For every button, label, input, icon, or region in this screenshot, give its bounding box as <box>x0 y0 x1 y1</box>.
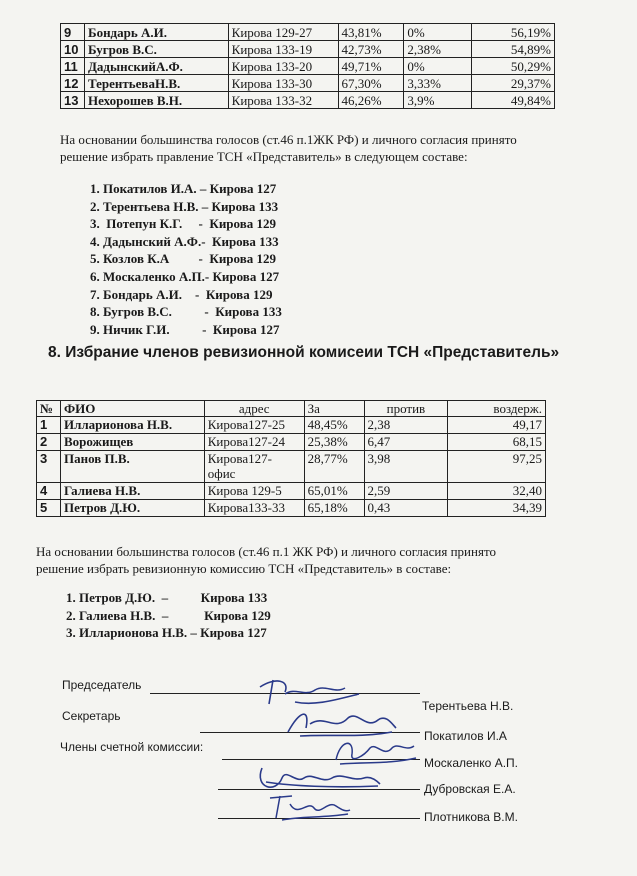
row-number: 10 <box>61 41 85 58</box>
member2-name: Дубровская Е.А. <box>424 782 516 796</box>
list-item: 9. Ничик Г.И. - Кирова 127 <box>90 321 280 337</box>
table-row <box>61 24 555 41</box>
votes-for: 42,73% <box>338 41 404 58</box>
votes-abstain: 68,15 <box>448 434 546 451</box>
votes-against: 0% <box>404 24 472 41</box>
col-header-vozd: воздерж. <box>448 401 546 417</box>
votes-for: 67,30% <box>338 75 404 92</box>
votes-against: 6,47 <box>364 434 448 451</box>
votes-for: 65,01% <box>304 483 364 500</box>
member-name: Бондарь А.И. <box>84 24 228 41</box>
votes-against: 2,38 <box>364 417 448 434</box>
votes-abstain: 49,84% <box>472 92 555 109</box>
member-address: Кирова133-33 <box>204 500 304 517</box>
col-header-za: За <box>304 401 364 417</box>
col-header-addr: адрес <box>204 401 304 417</box>
votes-abstain: 97,25 <box>448 451 546 483</box>
table-row <box>37 434 546 451</box>
row-number: 3 <box>37 451 61 483</box>
votes-abstain: 32,40 <box>448 483 546 500</box>
votes-against: 0,43 <box>364 500 448 517</box>
member-address: Кирова 133-32 <box>228 92 338 109</box>
col-header-n: № <box>37 401 61 417</box>
member-address: Кирова127-25 <box>204 417 304 434</box>
member-name: Бугров В.С. <box>84 41 228 58</box>
revision-members-list <box>66 589 271 642</box>
board-decision-text: На основании большинства голосов (ст.46 п.1ЖК РФ) и личного согласия принято решение избрать правление ТСН «Представитель» в следующем составе: <box>60 132 517 164</box>
votes-for: 48,45% <box>304 417 364 434</box>
member-name: Илларионова Н.В. <box>60 417 204 434</box>
member-address: Кирова 129-27 <box>228 24 338 41</box>
chair-name: Терентьева Н.В. <box>422 699 514 713</box>
member-name: Галиева Н.В. <box>60 483 204 500</box>
member-name: Ворожищев <box>60 434 204 451</box>
member-address: Кирова127-24 <box>204 434 304 451</box>
member3-signature <box>262 790 352 824</box>
votes-for: 46,26% <box>338 92 404 109</box>
votes-against: 0% <box>404 58 472 75</box>
votes-for: 49,71% <box>338 58 404 75</box>
row-number: 5 <box>37 500 61 517</box>
votes-for: 25,38% <box>304 434 364 451</box>
votes-against: 2,38% <box>404 41 472 58</box>
votes-abstain: 54,89% <box>472 41 555 58</box>
member-name: ДадынскийА.Ф. <box>84 58 228 75</box>
row-number: 1 <box>37 417 61 434</box>
table-row <box>37 483 546 500</box>
table-header-row <box>37 401 546 417</box>
member-address <box>204 451 304 483</box>
col-header-name: ФИО <box>60 401 204 417</box>
votes-abstain: 29,37% <box>472 75 555 92</box>
address-line: офис <box>207 466 236 481</box>
member3-name: Плотникова В.М. <box>424 810 518 824</box>
revision-votes-table <box>36 400 546 517</box>
revision-decision-text: На основании большинства голосов (ст.46 п.1 ЖК РФ) и личного согласия принято решение избрать ревизионную комиссию ТСН «Представитель» в составе: <box>36 544 496 576</box>
votes-for: 43,81% <box>338 24 404 41</box>
row-number: 12 <box>61 75 85 92</box>
secretary-name: Покатилов И.А <box>424 729 507 743</box>
votes-against: 3,33% <box>404 75 472 92</box>
votes-abstain: 49,17 <box>448 417 546 434</box>
row-number: 2 <box>37 434 61 451</box>
board-members-list <box>90 180 282 338</box>
table-row <box>61 41 555 58</box>
list-item: 1. Петров Д.Ю. – Кирова 133 <box>66 590 268 605</box>
list-item: 2. Терентьева Н.В. – Кирова 133 <box>90 198 279 214</box>
member-address: Кирова 133-19 <box>228 41 338 58</box>
address-line: Кирова127- <box>207 451 272 466</box>
table-row <box>61 92 555 109</box>
row-number: 9 <box>61 24 85 41</box>
board-votes-table <box>60 23 555 109</box>
votes-against: 3,9% <box>404 92 472 109</box>
list-item: 8. Бугров В.С. - Кирова 133 <box>90 304 282 320</box>
list-item: 7. Бондарь А.И. - Кирова 129 <box>90 286 273 302</box>
member-name: Петров Д.Ю. <box>60 500 204 517</box>
chair-label: Председатель <box>62 678 142 692</box>
member-address: Кирова 129-5 <box>204 483 304 500</box>
member-name: Нехорошев В.Н. <box>84 92 228 109</box>
list-item: 6. Москаленко А.П.- Кирова 127 <box>90 268 280 284</box>
table-row <box>37 417 546 434</box>
member-name: Панов П.В. <box>60 451 204 483</box>
member-address: Кирова 133-20 <box>228 58 338 75</box>
section-heading: 8. Избрание членов ревизионной комисеии ТСН «Представитель» <box>48 344 560 361</box>
table-row <box>61 75 555 92</box>
votes-against: 3,98 <box>364 451 448 483</box>
row-number: 4 <box>37 483 61 500</box>
list-item: 2. Галиева Н.В. – Кирова 129 <box>66 607 271 623</box>
table-row <box>61 58 555 75</box>
secretary-label: Секретарь <box>62 709 121 723</box>
list-item: 1. Покатилов И.А. – Кирова 127 <box>90 181 277 196</box>
list-item: 3. Илларионова Н.В. – Кирова 127 <box>66 625 267 641</box>
votes-against: 2,59 <box>364 483 448 500</box>
list-item: 4. Дадынский А.Ф.- Кирова 133 <box>90 233 279 249</box>
row-number: 13 <box>61 92 85 109</box>
member-address: Кирова 133-30 <box>228 75 338 92</box>
table-row <box>37 451 546 483</box>
list-item: 3. Потепун К.Г. - Кирова 129 <box>90 216 276 232</box>
member1-name: Москаленко А.П. <box>424 756 518 770</box>
commission-label: Члены счетной комиссии: <box>60 740 204 754</box>
votes-for: 65,18% <box>304 500 364 517</box>
member-name: ТерентьеваН.В. <box>84 75 228 92</box>
table-row <box>37 500 546 517</box>
votes-abstain: 34,39 <box>448 500 546 517</box>
row-number: 11 <box>61 58 85 75</box>
votes-for: 28,77% <box>304 451 364 483</box>
votes-abstain: 56,19% <box>472 24 555 41</box>
list-item: 5. Козлов К.А - Кирова 129 <box>90 251 276 267</box>
votes-abstain: 50,29% <box>472 58 555 75</box>
col-header-protiv: против <box>364 401 448 417</box>
